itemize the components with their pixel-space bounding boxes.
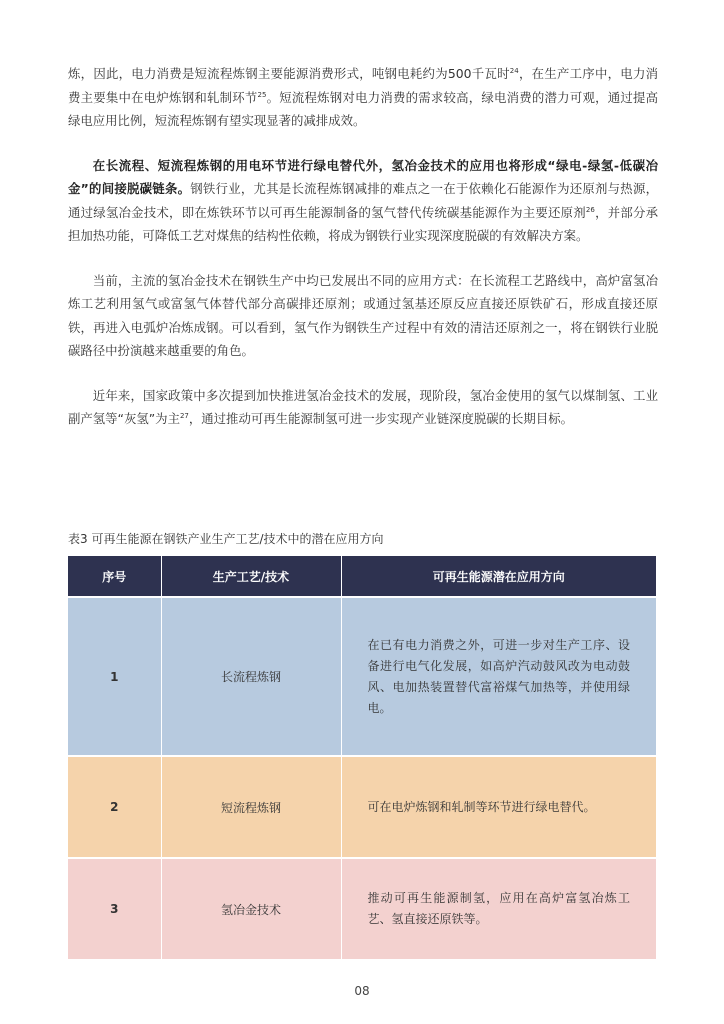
row-number: 1 <box>68 597 161 756</box>
row-tech: 短流程炼钢 <box>161 756 341 858</box>
paragraph-3 <box>68 269 658 363</box>
header-direction: 可再生能源潜在应用方向 <box>341 556 656 597</box>
paragraph-2-text-a: 钢铁行业，尤其是长流程炼钢减排的难点之一在于依赖化石能源作为还原剂与热源，通过绿氢冶金技术，即在炼铁环节以可再生能源制备的氢气替代传统碳基能源作为主要还原剂 <box>68 181 658 220</box>
paragraph-4 <box>68 384 658 431</box>
table-header-row <box>68 556 656 597</box>
body-text <box>68 62 658 452</box>
table-row <box>68 756 656 858</box>
paragraph-3-text: 当前，主流的氢冶金技术在钢铁生产中均已发展出不同的应用方式：在长流程工艺路线中，高炉富氢冶炼工艺利用氢气或富氢气体替代部分高碳排还原剂；或通过氢基还原反应直接还原铁矿石，形成直接还原铁，再进入电弧炉冶炼成钢。可以看到，氢气作为钢铁生产过程中有效的清洁还原剂之一，将在钢铁行业脱碳路径中扮演越来越重要的角色。 <box>68 272 658 358</box>
page-number: 08 <box>354 984 370 998</box>
row-number: 2 <box>68 756 161 858</box>
row-direction: 在已有电力消费之外，可进一步对生产工序、设备进行电气化发展，如高炉汽动鼓风改为电动鼓风、电加热装置替代富裕煤气加热等，并使用绿电。 <box>341 597 656 756</box>
paragraph-1 <box>68 62 658 133</box>
paragraph-1-text-c: 。短流程炼钢对电力消费的需求较高，绿电消费的潜力可观，通过提高绿电应用比例，短流程炼钢有望实现显著的减排成效。 <box>68 89 659 128</box>
paragraph-4-text-a: 近年来，国家政策中多次提到加快推进氢冶金技术的发展，现阶段，氢冶金使用的氢气以煤制氢、工业副产氢等“灰氢”为主 <box>68 387 658 426</box>
table-caption: 表3 可再生能源在钢铁产业生产工艺/技术中的潜在应用方向 <box>68 532 384 546</box>
row-direction: 推动可再生能源制氢，应用在高炉富氢冶炼工艺、氢直接还原铁等。 <box>341 858 656 959</box>
footnote-ref-27: 27 <box>179 411 189 420</box>
paragraph-2 <box>68 154 658 248</box>
table-row <box>68 597 656 756</box>
row-direction: 可在电炉炼钢和轧制等环节进行绿电替代。 <box>341 756 656 858</box>
footnote-ref-24: 24 <box>509 66 519 75</box>
row-tech: 长流程炼钢 <box>161 597 341 756</box>
application-table <box>68 556 656 959</box>
header-tech: 生产工艺/技术 <box>161 556 341 597</box>
paragraph-2-bold-lead: 在长流程、短流程炼钢的用电环节进行绿电替代外，氢冶金技术的应用也将形成“绿电-绿氢-低碳冶金”的间接脱碳链条。 <box>68 157 658 196</box>
header-no: 序号 <box>68 556 161 597</box>
paragraph-1-text-a: 炼，因此，电力消费是短流程炼钢主要能源消费形式，吨钢电耗约为500千瓦时 <box>68 66 510 81</box>
footnote-ref-26: 26 <box>585 205 595 214</box>
paragraph-1-text-b: ，在生产工序中，电力消费主要集中在电炉炼钢和轧制环节 <box>68 66 659 105</box>
row-tech: 氢冶金技术 <box>161 858 341 959</box>
paragraph-4-text-b: ，通过推动可再生能源制氢可进一步实现产业链深度脱碳的长期目标。 <box>188 411 573 426</box>
footnote-ref-25: 25 <box>257 90 267 99</box>
paragraph-2-text-b: ，并部分承担加热功能，可降低工艺对煤焦的结构性依赖，将成为钢铁行业实现深度脱碳的有效解决方案。 <box>68 204 659 243</box>
table-row <box>68 858 656 959</box>
row-number: 3 <box>68 858 161 959</box>
